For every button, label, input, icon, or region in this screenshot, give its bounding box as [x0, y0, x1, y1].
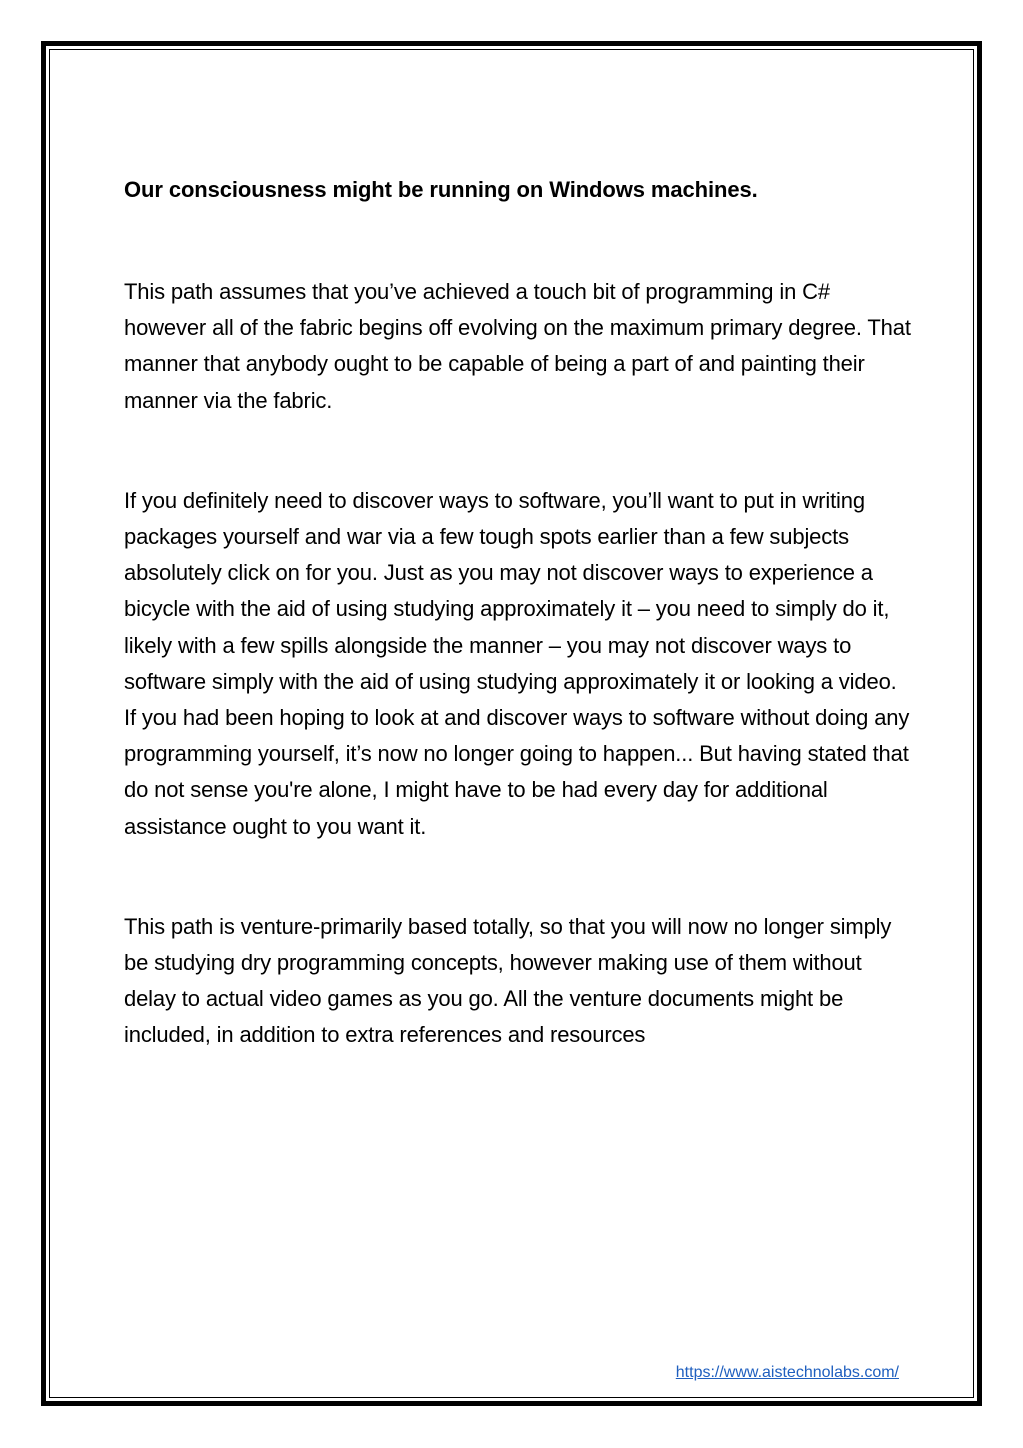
- document-heading: Our consciousness might be running on Windows machines.: [124, 177, 758, 202]
- footer-website-link[interactable]: https://www.aistechnolabs.com/: [675, 1364, 899, 1381]
- paragraph-2: If you definitely need to discover ways to software, you’ll want to put in writing packages yourself and war via a few tough spots earlier than a few subjects absolutely click on for you. Just as you may not discover ways to experience a bicycle with the aid of using studying approximately it – you need to simply do it, likely with a few spills alongside the manner – you may not discover ways to software simply with the aid of using studying approximately it or looking a video. If you had been hoping to look at and discover ways to software without doing any programming yourself, it’s now no longer going to happen... But having stated that do not sense you're alone, I might have to be had every day for additional assistance ought to you want it.: [124, 487, 910, 839]
- paragraph-3: This path is venture-primarily based totally, so that you will now no longer simply be studying dry programming concepts, however making use of them without delay to actual video games as you go. All the venture documents might be included, in addition to extra references and resources: [124, 913, 892, 1048]
- document-body: [124, 172, 914, 1054]
- paragraph-1: This path assumes that you’ve achieved a touch bit of programming in C# however all of the fabric begins off evolving on the maximum primary degree. That manner that anybody ought to be capable of being a part of and painting their manner via the fabric.: [124, 279, 911, 413]
